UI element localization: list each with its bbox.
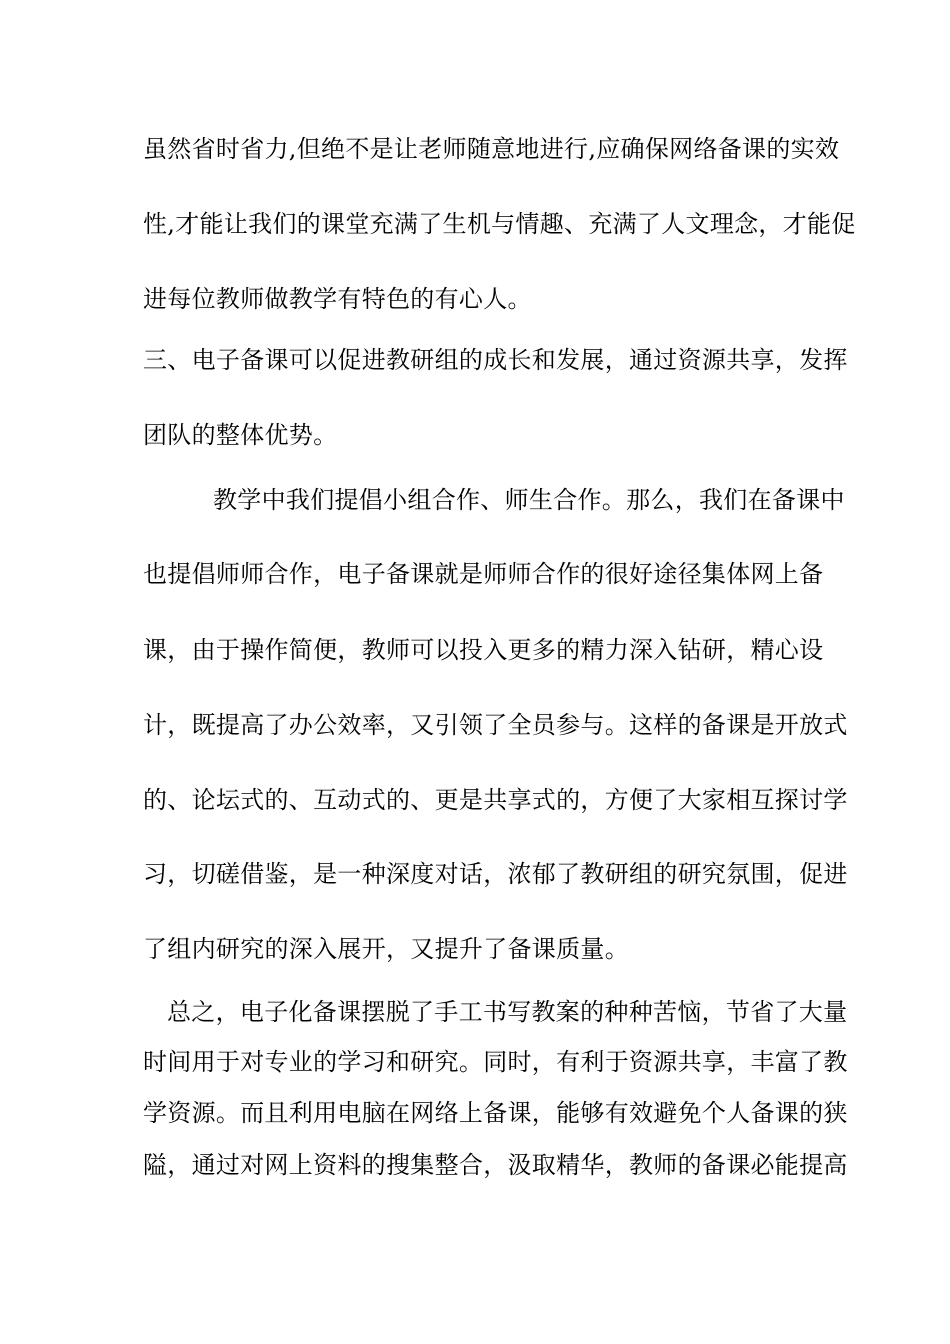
text-line: 时间用于对专业的学习和研究。同时，有利于资源共享，丰富了教 [143, 1048, 848, 1076]
paragraph-first-line: 教学中我们提倡小组合作、师生合作。那么，我们在备课中 [213, 486, 845, 514]
section-heading-line: 三、电子备课可以促进教研组的成长和发展，通过资源共享，发挥 [143, 346, 848, 374]
text-line: 了组内研究的深入展开，又提升了备课质量。 [143, 935, 629, 963]
text-line: 性,才能让我们的课堂充满了生机与情趣、充满了人文理念，才能促 [143, 210, 856, 238]
text-line: 习，切磋借鉴，是一种深度对话，浓郁了教研组的研究氛围，促进 [143, 860, 848, 888]
text-line: 隘，通过对网上资料的搜集整合，汲取精华，教师的备课必能提高 [143, 1151, 848, 1179]
text-line: 计，既提高了办公效率，又引领了全员参与。这样的备课是开放式 [143, 711, 848, 739]
text-line: 课，由于操作简便，教师可以投入更多的精力深入钻研，精心设 [143, 636, 824, 664]
paragraph-first-line: 总之，电子化备课摆脱了手工书写教案的种种苦恼，节省了大量 [167, 998, 848, 1026]
text-line: 进每位教师做教学有特色的有心人。 [143, 285, 532, 313]
text-line: 也提倡师师合作，电子备课就是师师合作的很好途径集体网上备 [143, 560, 824, 588]
section-heading-line: 团队的整体优势。 [143, 421, 338, 449]
text-line: 学资源。而且利用电脑在网络上备课，能够有效避免个人备课的狭 [143, 1099, 848, 1127]
text-line: 虽然省时省力,但绝不是让老师随意地进行,应确保网络备课的实效 [143, 135, 840, 163]
text-line: 的、论坛式的、互动式的、更是共享式的，方便了大家相互探讨学 [143, 786, 848, 814]
